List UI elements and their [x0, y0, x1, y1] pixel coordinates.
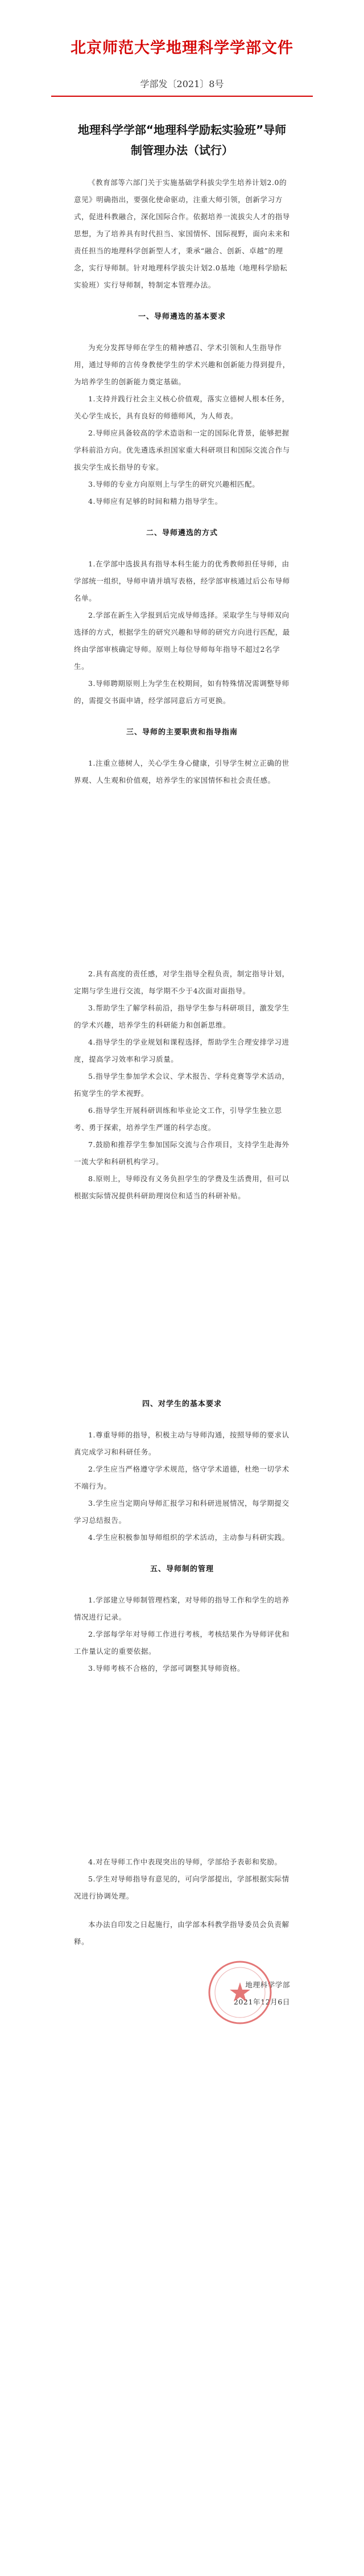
intro-paragraph: 《教育部等六部门关于实施基础学科拔尖学生培养计划2.0的意见》明确指出，要强化使命驱动，注重大师引领，创新学习方式，促进科教融合，深化国际合作。依据培养一流拔尖人才的指导思想，为了培养具有时代担当、家国情怀、国际视野，面向未来和责任担当的地理科学创新型人才，秉承“融合、创新、卓越”的理念，实行导师制。针对地理科学拔尖计划2.0基地（地理科学励耘实验班）实行导师制，特制定本管理办法。	[74, 178, 290, 289]
section-paragraph: 4.学生应积极参加导师组织的学术活动，主动参与科研实践。	[88, 1533, 289, 1542]
red-divider-line	[51, 96, 313, 97]
document-header	[0, 0, 364, 90]
section-paragraph: 6.指导学生开展科研训练和毕业论文工作，引导学生独立思考、勇于探索，培养学生严谨的科学态度。	[74, 1106, 282, 1132]
section-paragraph: 3.导师的专业方向原则上与学生的研究兴趣相匹配。	[88, 480, 260, 488]
section-heading: 一、导师遴选的基本要求	[138, 313, 226, 321]
page-break	[74, 1677, 290, 1854]
document-title: 地理科学学部“地理科学励耘实验班”导师制管理办法（试行）	[77, 123, 287, 157]
page-break	[74, 1205, 290, 1381]
page-break	[74, 789, 290, 966]
section-heading: 二、导师遴选的方式	[146, 529, 218, 537]
section-heading: 五、导师制的管理	[150, 1565, 214, 1573]
signature-block	[74, 1977, 290, 2011]
document-body	[74, 174, 290, 2011]
section-heading: 三、导师的主要职责和指导指南	[126, 728, 238, 737]
section-paragraph: 1.注重立德树人，关心学生身心健康，引导学生树立正确的世界观、人生观和价值观，培养学生的家国情怀和社会责任感。	[74, 759, 289, 784]
section-paragraph: 2.学生应当严格遵守学术规范，恪守学术道德，杜绝一切学术不端行为。	[74, 1465, 289, 1490]
section-paragraph: 3.帮助学生了解学科前沿，指导学生参与科研项目，激发学生的学术兴趣，培养学生的科研能力和创新思维。	[74, 1004, 289, 1029]
official-seal-stamp	[207, 1959, 273, 2026]
section-paragraph: 1.学部建立导师制管理档案，对导师的指导工作和学生的培养情况进行记录。	[74, 1596, 289, 1621]
section-heading: 四、对学生的基本要求	[142, 1400, 222, 1408]
section-paragraph: 2.学部在新生入学报到后完成导师选择。采取学生与导师双向选择的方式，根据学生的研究兴趣和导师的研究方向进行匹配，最终由学部审核确定导师。原则上每位导师每年指导不超过2名学生。	[74, 611, 290, 671]
section-2	[74, 525, 290, 709]
section-paragraph: 4.导师应有足够的时间和精力指导学生。	[88, 497, 222, 506]
section-paragraph: 为充分发挥导师在学生的精神感召、学术引领和人生指导作用，通过导师的言传身教使学生的学术兴趣和创新能力得到提升，为培养学生的创新能力奠定基础。	[74, 343, 290, 386]
issue-date: 2021年12月6日	[233, 1998, 290, 2006]
section-paragraph: 3.学生应当定期向导师汇报学习和科研进展情况，每学期提交学习总结报告。	[74, 1499, 289, 1525]
section-paragraph: 7.鼓励和推荐学生参加国际交流与合作项目，支持学生赴海外一流大学和科研机构学习。	[74, 1140, 289, 1166]
section-paragraph: 2.学部每学年对导师工作进行考核，考核结果作为导师评优和工作量认定的重要依据。	[74, 1630, 289, 1655]
section-paragraph: 4.对在导师工作中表现突出的导师，学部给予表彰和奖励。	[88, 1858, 282, 1866]
section-paragraph: 1.支持并践行社会主义核心价值观，落实立德树人根本任务，关心学生成长，具有良好的师德师风，为人师表。	[74, 395, 289, 420]
section-paragraph: 2.导师应具备较高的学术造诣和一定的国际化背景，能够把握学科前沿方向。优先遴选承担国家重大科研项目和国际交流合作与拔尖学生成长指导的专家。	[74, 429, 290, 471]
section-1	[74, 309, 290, 510]
section-3	[74, 724, 290, 1205]
issuer-title: 北京师范大学地理科学学部文件	[71, 39, 293, 57]
section-paragraph: 5.指导学生参加学术会议、学术报告、学科竞赛等学术活动，拓宽学生的学术视野。	[74, 1072, 289, 1098]
section-paragraph: 8.原则上，导师没有义务负担学生的学费及生活费用，但可以根据实际情况提供科研助理岗位和适当的科研补贴。	[74, 1174, 289, 1200]
section-paragraph: 3.导师考核不合格的，学部可调整其导师资格。	[88, 1664, 245, 1673]
section-4	[74, 1396, 290, 1546]
signatory-name: 地理科学学部	[245, 1981, 290, 1989]
section-paragraph: 1.尊重导师的指导，积极主动与导师沟通，按照导师的要求认真完成学习和科研任务。	[74, 1431, 289, 1456]
closing-paragraph: 本办法自印发之日起施行，由学部本科教学指导委员会负责解释。	[74, 1920, 289, 1946]
document-number: 学部发〔2021〕8号	[140, 79, 224, 89]
section-5	[74, 1561, 290, 1905]
section-paragraph: 3.导师聘期原则上为学生在校期间，如有特殊情况需调整导师的，需提交书面申请，经学部同意后方可更换。	[74, 679, 289, 705]
section-paragraph: 1.在学部中选拔具有指导本科生能力的优秀教师担任导师，由学部统一组织，导师申请并填写表格，经学部审核通过后公布导师名单。	[74, 560, 290, 602]
section-paragraph: 2.具有高度的责任感，对学生指导全程负责，制定指导计划，定期与学生进行交流，每学期不少于4次面对面指导。	[74, 969, 289, 995]
section-paragraph: 4.指导学生的学业规划和课程选择，帮助学生合理安排学习进度，提高学习效率和学习质量。	[74, 1038, 289, 1063]
section-paragraph: 5.学生对导师指导有意见的，可向学部提出，学部根据实际情况进行协调处理。	[74, 1875, 289, 1900]
